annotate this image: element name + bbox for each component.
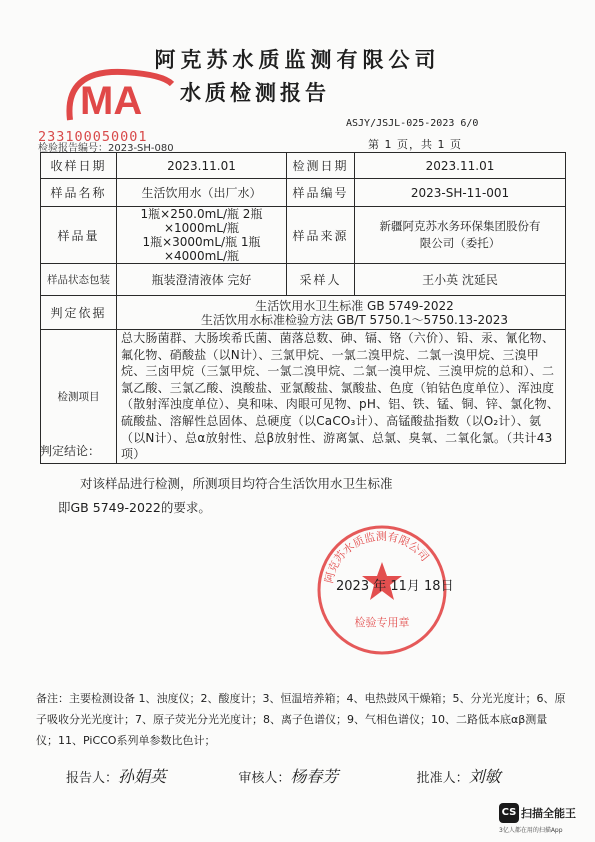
cma-logo-text: MA: [80, 79, 143, 123]
reviewer-signature: 杨春芳: [290, 767, 339, 786]
seal-org-text: 阿克苏水质监测有限公司: [322, 529, 432, 585]
conclusion-title: 判定结论：: [40, 444, 101, 458]
conclusion-line1: 对该样品进行检测，所测项目均符合生活饮用水卫生标准: [80, 476, 393, 491]
reviewer-label: 审核人：: [238, 771, 291, 786]
document-code: ASJY/JSJL-025-2023 6/0: [346, 118, 479, 129]
reporter-signature: 孙娟英: [118, 767, 167, 786]
organization-title: 阿克苏水质监测有限公司: [154, 48, 441, 72]
items-value: 总大肠菌群、大肠埃希氏菌、菌落总数、砷、镉、铬（六价）、铅、汞、氰化物、氟化物、硝酸盐（以N计）、三氯甲烷、一氯二溴甲烷、二氯一溴甲烷、三溴甲烷、三卤甲烷（三氯甲烷、一氯二溴甲烷、二氯一溴甲烷、三溴甲烷的总和）、二氯乙酸、三氯乙酸、溴酸盐、亚氯酸盐、氯酸盐、色度（铂钴色度单位）、浑浊度（散射浑浊度单位）、臭和味、肉眼可见物、pH、铝、铁、锰、铜、锌、氯化物、硫酸盐、溶解性总固体、总硬度（以CaCO₃计）、高锰酸盐指数（以O₂计）、氨（以N计）、总α放射性、总β放射性、游离氯、总氯、臭氧、二氧化氯。（共计43项）: [117, 330, 566, 464]
sample-no-value: 2023-SH-11-001: [355, 179, 566, 207]
receive-date-label: 收样日期: [41, 153, 117, 179]
basis-label: 判定依据: [41, 296, 117, 330]
scanner-watermark: [499, 802, 576, 834]
sample-qty-line: 1瓶×250.0mL/瓶 2瓶×1000mL/瓶: [140, 207, 263, 235]
sample-qty-label: 样品量: [41, 207, 117, 264]
sample-no-label: 样品编号: [287, 179, 355, 207]
approver-label: 批准人：: [416, 771, 469, 786]
seal-purpose-text: 检验专用章: [354, 616, 410, 629]
page-info: 第 1 页，共 1 页: [368, 138, 462, 151]
basis-line: 生活饮用水标准检验方法 GB/T 5750.1～5750.13-2023: [200, 312, 508, 327]
sample-qty-value: [117, 207, 287, 264]
test-date-value: 2023.11.01: [355, 153, 566, 179]
serial-number: 233100050001: [38, 129, 148, 145]
sample-name-value: 生活饮用水（出厂水）: [117, 179, 287, 207]
approver-signature: 刘敏: [468, 767, 501, 786]
test-date-label: 检测日期: [287, 153, 355, 179]
items-label: 检测项目: [41, 330, 117, 464]
receive-date-value: 2023.11.01: [117, 153, 287, 179]
sample-state-label: 样品状态包装: [41, 264, 117, 296]
sample-source-label: 样品来源: [287, 207, 355, 264]
basis-line: 生活饮用水卫生标准 GB 5749-2022: [255, 298, 454, 313]
sampler-value: 王小英 沈延民: [355, 264, 566, 296]
equipment-notes: 备注：主要检测设备 1、浊度仪；2、酸度计；3、恒温培养箱；4、电热鼓风干燥箱；5、分光光度计；6、原子吸收分光光度计；7、原子荧光分光光度计；8、离子色谱仪；9、气相色谱仪；10、二路低本底αβ测量仪；11、PiCCO系列单参数比色计；: [36, 692, 566, 747]
signature-row: [66, 764, 501, 787]
sign-date: 2023 年 11月 18日: [336, 579, 454, 594]
sample-source-line: 新疆阿克苏水务环保集团股份有: [379, 219, 541, 233]
sampler-label: 采样人: [287, 264, 355, 296]
report-table: [40, 152, 566, 464]
report-title: 水质检测报告: [180, 81, 330, 105]
scanner-tagline: 3亿人都在用的扫描App: [499, 826, 563, 834]
scanner-app-name: 扫描全能王: [521, 806, 576, 820]
sample-name-label: 样品名称: [41, 179, 117, 207]
reporter-label: 报告人：: [66, 771, 119, 786]
sample-qty-line: 1瓶×3000mL/瓶 1瓶×4000mL/瓶: [142, 235, 261, 263]
sample-state-value: 瓶装澄清液体 完好: [117, 264, 287, 296]
basis-value: [117, 296, 566, 330]
report-number: 检验报告编号：2023-SH-080: [38, 143, 174, 154]
cs-logo-icon: CS: [499, 803, 519, 823]
cma-logo: [62, 62, 180, 130]
sample-source-value: [355, 207, 566, 264]
sample-source-line: 限公司（委托）: [419, 236, 501, 250]
conclusion-line2: 即GB 5749-2022的要求。: [58, 500, 211, 515]
